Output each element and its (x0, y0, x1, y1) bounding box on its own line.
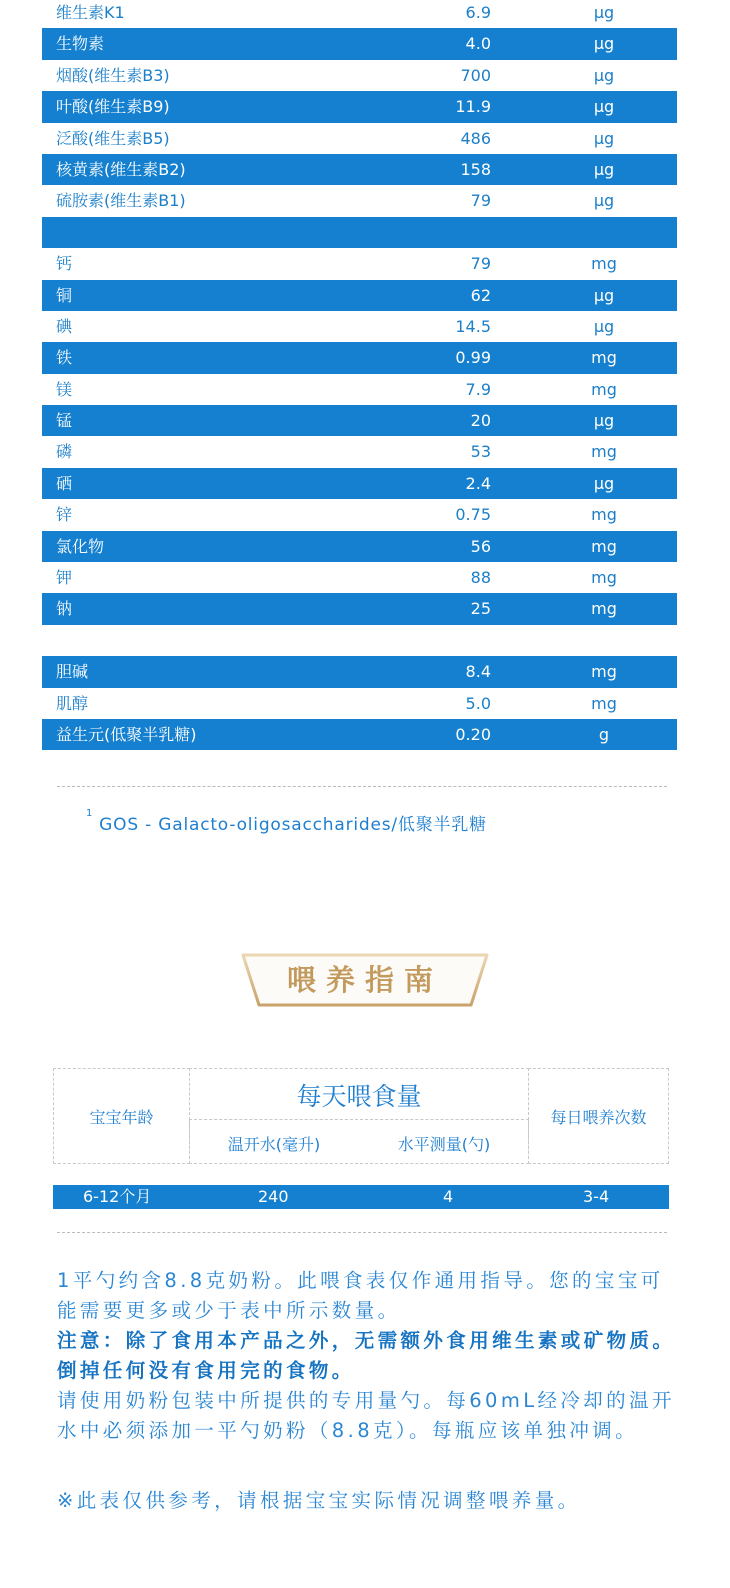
nutrient-unit: g (598, 724, 610, 744)
note-scoop-info: 1平勺约含8.8克奶粉。此喂食表仅作通用指导。您的宝宝可能需要更多或少于表中所示数量。 (57, 1269, 664, 1322)
row-age: 6-12个月 (83, 1187, 152, 1206)
nutrient-value: 88 (470, 568, 491, 588)
nutrient-value: 20 (470, 411, 491, 431)
table-row (42, 185, 677, 216)
row-scoops: 4 (443, 1187, 454, 1206)
nutrient-unit: µg (593, 34, 615, 54)
nutrient-value: 11.9 (455, 97, 491, 117)
nutrient-name: 铁 (56, 348, 73, 368)
nutrient-unit: µg (593, 316, 615, 336)
table-row (42, 248, 677, 279)
table-row (42, 342, 677, 373)
divider (57, 1232, 667, 1233)
nutrient-unit: mg (591, 442, 617, 462)
nutrient-unit: µg (593, 285, 615, 305)
nutrient-unit: µg (593, 411, 615, 431)
table-row (42, 154, 677, 185)
nutrient-unit: mg (591, 662, 617, 682)
table-row (42, 60, 677, 91)
nutrient-name: 生物素 (56, 34, 105, 54)
nutrient-unit: mg (591, 379, 617, 399)
nutrient-unit: µg (593, 191, 615, 211)
nutrient-unit: mg (591, 505, 617, 525)
age-header: 宝宝年龄 (89, 1108, 154, 1127)
table-row (42, 28, 677, 59)
table-row (42, 280, 677, 311)
nutrient-name: 镁 (56, 379, 73, 399)
table-row (42, 436, 677, 467)
nutrient-value: 6.9 (465, 3, 491, 22)
nutrient-value: 79 (470, 191, 491, 211)
footnote (86, 810, 487, 835)
nutrient-name: 核黄素(维生素B2) (56, 159, 186, 179)
nutrient-unit: mg (591, 536, 617, 556)
table-row (42, 405, 677, 436)
nutrient-name: 氯化物 (56, 536, 105, 556)
note-reference: ※此表仅供参考，请根据宝宝实际情况调整喂养量。 (57, 1489, 581, 1512)
nutrient-unit: µg (593, 65, 615, 85)
nutrition-table (42, 0, 677, 750)
table-row (42, 0, 677, 28)
note-warning: 注意：除了食用本产品之外，无需额外食用维生素或矿物质。倒掉任何没有食用完的食物。 (57, 1329, 676, 1382)
footnote-marker: 1 (86, 808, 94, 819)
nutrient-name: 叶酸(维生素B9) (56, 97, 170, 117)
table-row (42, 499, 677, 530)
nutrient-value: 0.99 (455, 348, 491, 368)
nutrient-name: 泛酸(维生素B5) (56, 128, 170, 148)
nutrient-value: 56 (470, 536, 491, 556)
times-header: 每日喂养次数 (550, 1108, 647, 1127)
feeding-table-row (53, 1185, 669, 1209)
table-row (42, 374, 677, 405)
row-times: 3-4 (583, 1187, 610, 1206)
note-preparation: 请使用奶粉包装中所提供的专用量勺。每60mL经冷却的温开水中必须添加一平勺奶粉（8.8克）。每瓶应该单独冲调。 (57, 1389, 675, 1442)
table-row (42, 468, 677, 499)
nutrient-value: 5.0 (465, 693, 491, 713)
table-row (42, 531, 677, 562)
nutrient-unit: µg (593, 3, 615, 22)
nutrient-name: 钾 (56, 568, 73, 588)
table-row (42, 625, 677, 656)
feeding-table-header (53, 1068, 669, 1164)
nutrient-name: 碘 (56, 316, 73, 336)
nutrient-value: 0.75 (455, 505, 491, 525)
nutrient-name: 烟酸(维生素B3) (56, 65, 170, 85)
table-row (42, 311, 677, 342)
nutrient-unit: µg (593, 97, 615, 117)
nutrient-name: 硒 (56, 473, 73, 493)
nutrient-name: 锌 (56, 505, 73, 525)
nutrient-value: 25 (470, 599, 491, 619)
nutrient-value: 8.4 (465, 662, 491, 682)
guide-title: 喂养指南 (286, 963, 443, 997)
nutrient-value: 53 (470, 442, 491, 462)
nutrient-name: 钙 (56, 254, 73, 274)
nutrient-unit: mg (591, 348, 617, 368)
nutrient-value: 486 (460, 128, 491, 148)
table-row (42, 123, 677, 154)
scoops-header: 水平测量(勺) (397, 1135, 491, 1154)
table-row (42, 562, 677, 593)
nutrient-unit: mg (591, 568, 617, 588)
nutrient-unit: mg (591, 599, 617, 619)
nutrient-value: 4.0 (465, 34, 491, 54)
footnote-text: GOS - Galacto-oligosaccharides/低聚半乳糖 (99, 815, 487, 835)
nutrient-value: 7.9 (465, 379, 491, 399)
nutrient-name: 硫胺素(维生素B1) (56, 191, 186, 211)
nutrient-value: 158 (460, 159, 491, 179)
nutrient-value: 2.4 (465, 473, 491, 493)
divider (57, 786, 667, 787)
nutrient-unit: µg (593, 159, 615, 179)
nutrient-name: 维生素K1 (56, 3, 125, 22)
table-row (42, 593, 677, 624)
nutrient-unit: mg (591, 693, 617, 713)
nutrient-value: 700 (460, 65, 491, 85)
nutrient-name: 铜 (56, 285, 73, 305)
nutrient-name: 益生元(低聚半乳糖) (56, 724, 197, 744)
table-row (42, 656, 677, 687)
table-row (42, 217, 677, 248)
nutrient-value: 62 (470, 285, 491, 305)
nutrient-name: 胆碱 (56, 662, 89, 682)
nutrient-value: 0.20 (455, 724, 491, 744)
table-row (42, 688, 677, 719)
nutrient-unit: µg (593, 128, 615, 148)
nutrient-name: 磷 (56, 442, 73, 462)
daily-amount-header: 每天喂食量 (296, 1082, 422, 1111)
table-row (42, 719, 677, 750)
nutrient-name: 锰 (56, 411, 73, 431)
nutrient-name: 肌醇 (56, 693, 89, 713)
table-row (42, 91, 677, 122)
water-header: 温开水(毫升) (227, 1135, 321, 1154)
nutrient-value: 14.5 (455, 316, 491, 336)
nutrient-name: 钠 (56, 599, 73, 619)
nutrient-unit: mg (591, 254, 617, 274)
nutrient-value: 79 (470, 254, 491, 274)
row-water: 240 (258, 1187, 289, 1206)
nutrient-unit: µg (593, 473, 615, 493)
